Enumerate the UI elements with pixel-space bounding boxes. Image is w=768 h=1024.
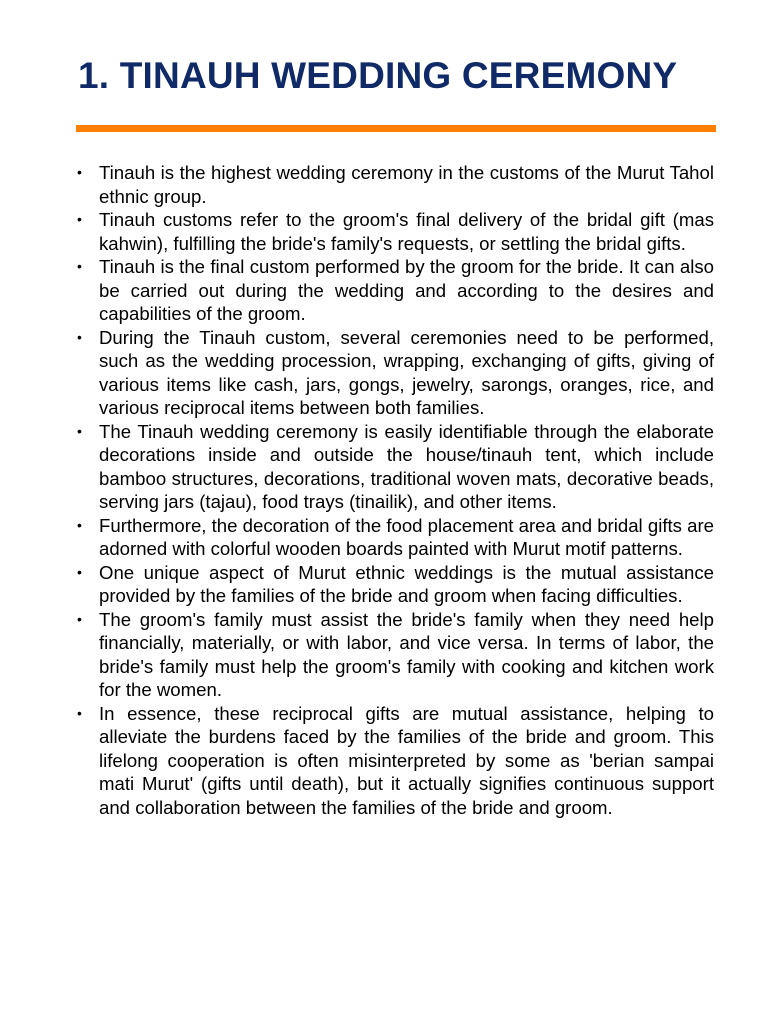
list-item [76, 161, 714, 208]
bullet-text: During the Tinauh custom, several ceremonies need to be performed, such as the wedding procession, wrapping, exchanging of gifts, giving of various items like cash, jars, gongs, jewelry, sarongs, oranges, rice, and various reciprocal items between both families. [99, 326, 714, 418]
list-item [76, 208, 714, 255]
bullet-text: Tinauh is the highest wedding ceremony in the customs of the Murut Tahol ethnic group. [99, 162, 714, 207]
title-divider [76, 125, 716, 132]
bullet-list [76, 161, 714, 819]
bullet-icon: • [77, 704, 82, 721]
list-item [76, 326, 714, 420]
bullet-icon: • [77, 516, 82, 533]
page-title: 1. TINAUH WEDDING CEREMONY [78, 55, 678, 96]
bullet-icon: • [77, 563, 82, 580]
list-item [76, 514, 714, 561]
bullet-text: Tinauh customs refer to the groom's final delivery of the bridal gift (mas kahwin), fulfilling the bride's family's requests, or settling the bridal gifts. [99, 209, 714, 254]
bullet-icon: • [77, 164, 82, 180]
bullet-text: In essence, these reciprocal gifts are mutual assistance, helping to alleviate the burdens faced by the families of the bride and groom. This lifelong cooperation is often misinterpreted by some as 'berian sampai mati Murut' (gifts until death), but it actually signifies continuous support and collaboration between the families of the bride and groom. [99, 702, 714, 818]
bullet-text: Tinauh is the final custom performed by the groom for the bride. It can also be carried out during the wedding and according to the desires and capabilities of the groom. [99, 256, 714, 324]
list-item [76, 608, 714, 702]
list-item [76, 561, 714, 608]
bullet-text: One unique aspect of Murut ethnic weddings is the mutual assistance provided by the families of the bride and groom when facing difficulties. [99, 561, 714, 606]
bullet-text: Furthermore, the decoration of the food placement area and bridal gifts are adorned with colorful wooden boards painted with Murut motif patterns. [99, 514, 714, 559]
bullet-icon: • [77, 211, 82, 227]
bullet-icon: • [77, 258, 82, 274]
list-item [76, 702, 714, 820]
bullet-icon: • [77, 328, 82, 345]
bullet-text: The Tinauh wedding ceremony is easily identifiable through the elaborate decorations inside and outside the house/tinauh tent, which include bamboo structures, decorations, traditional woven mats, decorative beads, serving jars (tajau), food trays (tinailik), and other items. [99, 420, 714, 512]
bullet-icon: • [77, 610, 82, 627]
bullet-icon: • [77, 422, 82, 439]
list-item [76, 255, 714, 326]
bullet-text: The groom's family must assist the bride's family when they need help financially, materially, or with labor, and vice versa. In terms of labor, the bride's family must help the groom's family with cooking and kitchen work for the women. [99, 608, 714, 700]
list-item [76, 420, 714, 514]
